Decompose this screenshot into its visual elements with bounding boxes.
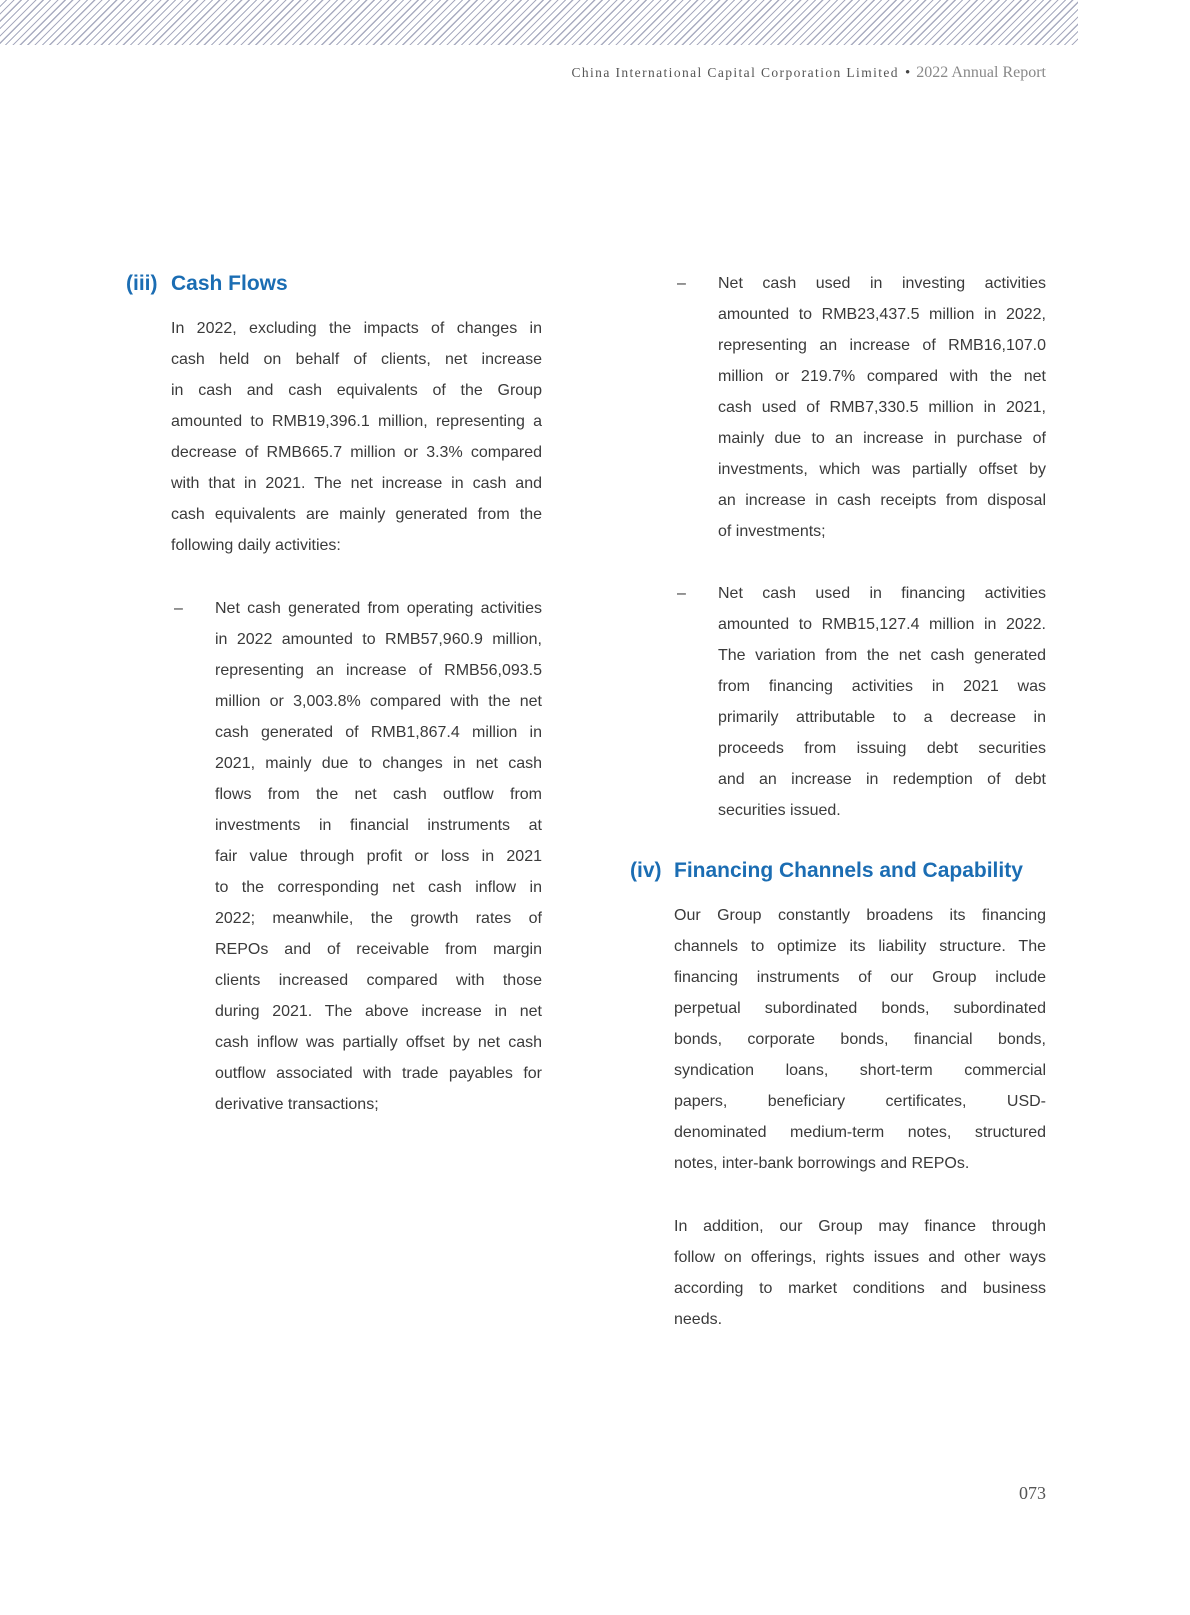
text-line: In 2022, excluding the impacts of changes in [171,320,542,337]
text-line: clients increased compared with those [215,972,542,989]
text-line: channels to optimize its liability structure. The [674,938,1046,955]
bullet-operating-activities [215,593,542,1120]
text-line: following daily activities: [171,537,341,554]
text-line: In addition, our Group may finance through [674,1218,1046,1235]
bullet-financing-activities [718,578,1046,826]
text-line: follow on offerings, rights issues and other ways [674,1249,1046,1266]
running-header [571,64,1046,82]
report-title: 2022 Annual Report [916,64,1046,81]
section-heading-cash-flows [126,272,288,296]
text-line: fair value through profit or loss in 2021 [215,848,542,865]
bullet-dash: – [677,585,686,602]
text-line: during 2021. The above increase in net [215,1003,542,1020]
section-title: Cash Flows [171,272,288,295]
text-line: proceeds from issuing debt securities [718,740,1046,757]
header-separator: • [904,65,911,81]
text-line: Our Group constantly broadens its financing [674,907,1046,924]
text-line: primarily attributable to a decrease in [718,709,1046,726]
text-line: decrease of RMB665.7 million or 3.3% compared [171,444,542,461]
text-line: securities issued. [718,802,841,819]
text-line: to the corresponding net cash inflow in [215,879,542,896]
text-line: 2021, mainly due to changes in net cash [215,755,542,772]
text-line: an increase in cash receipts from disposal [718,492,1046,509]
text-line: bonds, corporate bonds, financial bonds, [674,1031,1046,1048]
text-line: from financing activities in 2021 was [718,678,1046,695]
text-line: financing instruments of our Group include [674,969,1046,986]
text-line: representing an increase of RMB16,107.0 [718,337,1046,354]
bullet-dash: – [677,275,686,292]
text-line: cash generated of RMB1,867.4 million in [215,724,542,741]
text-line: denominated medium-term notes, structured [674,1124,1046,1141]
page-number: 073 [1019,1483,1046,1503]
text-line: needs. [674,1311,723,1328]
bullet-investing-activities [718,268,1046,547]
text-line: mainly due to an increase in purchase of [718,430,1046,447]
section-title: Financing Channels and Capability [674,859,1023,882]
text-line: representing an increase of RMB56,093.5 [215,662,542,679]
text-line: amounted to RMB23,437.5 million in 2022, [718,306,1046,323]
text-line: and an increase in redemption of debt [718,771,1046,788]
text-line: of investments; [718,523,826,540]
text-line: cash equivalents are mainly generated from the [171,506,542,523]
bullet-dash: – [174,600,183,617]
text-line: notes, inter-bank borrowings and REPOs. [674,1155,970,1172]
section-number: (iii) [126,272,158,295]
financing-additional-paragraph [674,1211,1046,1335]
text-line: amounted to RMB15,127.4 million in 2022. [718,616,1046,633]
text-line: REPOs and of receivable from margin [215,941,542,958]
text-line: million or 3,003.8% compared with the net [215,693,542,710]
decorative-hatch-band [0,0,1078,45]
text-line: The variation from the net cash generated [718,647,1046,664]
text-line: amounted to RMB19,396.1 million, representing a [171,413,542,430]
text-line: perpetual subordinated bonds, subordinated [674,1000,1046,1017]
company-name: China International Capital Corporation Limited [571,65,899,80]
text-line: Net cash used in investing activities [718,275,1046,292]
text-line: outflow associated with trade payables for [215,1065,542,1082]
text-line: cash used of RMB7,330.5 million in 2021, [718,399,1046,416]
text-line: Net cash used in financing activities [718,585,1046,602]
text-line: papers, beneficiary certificates, USD- [674,1093,1046,1110]
text-line: investments, which was partially offset by [718,461,1046,478]
section-number: (iv) [630,859,662,882]
text-line: cash inflow was partially offset by net cash [215,1034,542,1051]
text-line: in 2022 amounted to RMB57,960.9 million, [215,631,542,648]
text-line: according to market conditions and business [674,1280,1046,1297]
text-line: cash held on behalf of clients, net increase [171,351,542,368]
text-line: in cash and cash equivalents of the Group [171,382,542,399]
financing-instruments-paragraph [674,900,1046,1179]
text-line: flows from the net cash outflow from [215,786,542,803]
text-line: Net cash generated from operating activities [215,600,542,617]
text-line: derivative transactions; [215,1096,379,1113]
section-heading-financing-channels [630,859,1023,883]
text-line: million or 219.7% compared with the net [718,368,1046,385]
text-line: 2022; meanwhile, the growth rates of [215,910,542,927]
text-line: with that in 2021. The net increase in cash and [171,475,542,492]
text-line: syndication loans, short-term commercial [674,1062,1046,1079]
text-line: investments in financial instruments at [215,817,542,834]
cash-flows-intro [171,313,542,561]
